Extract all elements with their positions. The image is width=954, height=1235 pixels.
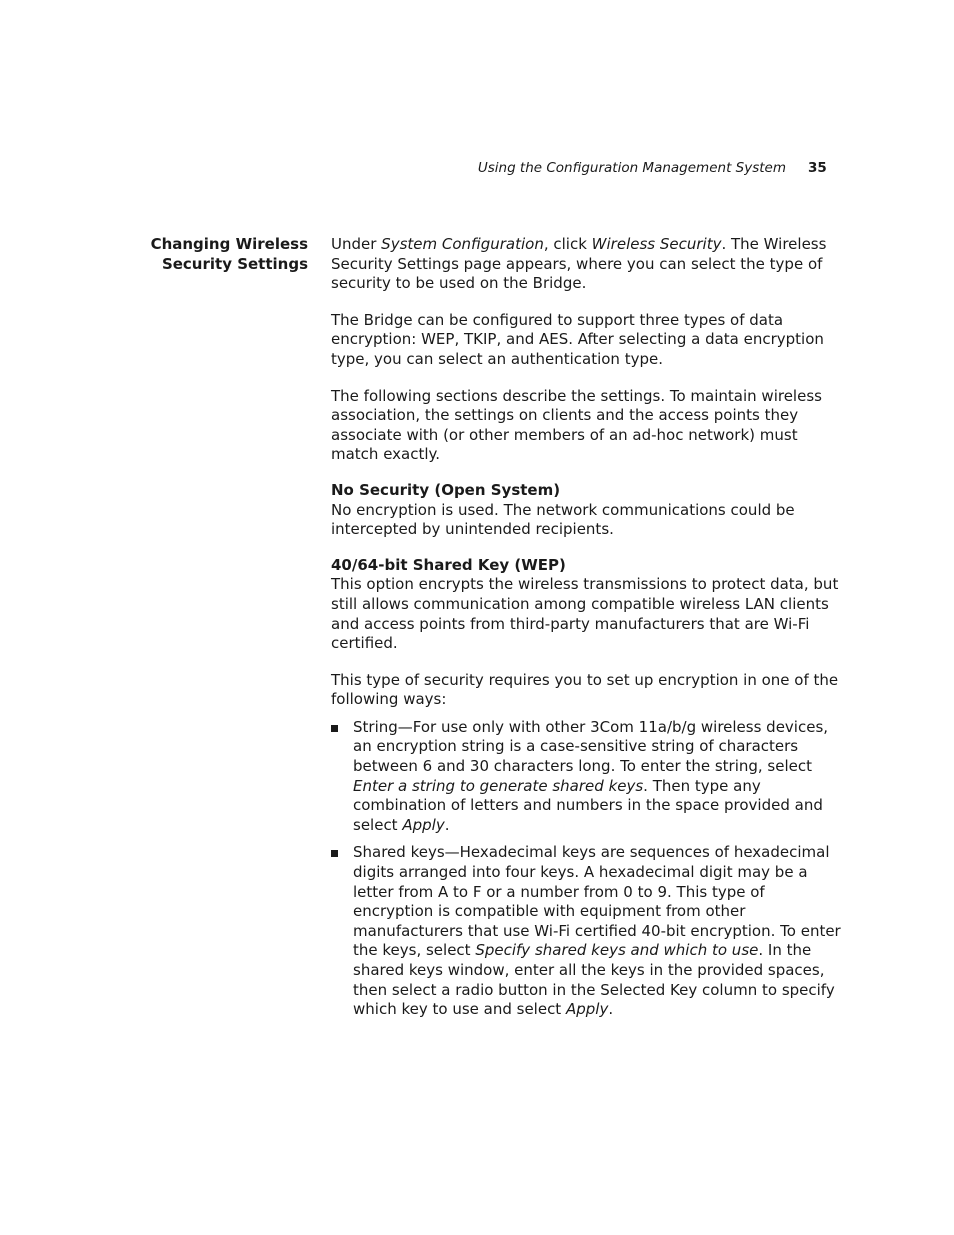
text-run: Shared keys—Hexadecimal keys are sequences of hexadecimal digits arranged into four keys. A hexadecimal digit may be a letter from A to F or a number from 0 to 9. This type of encryption is compatible with equipment from other manufacturers that use Wi-Fi certified 40-bit encryption. To enter the keys, select xyxy=(353,843,841,960)
text-run: , click xyxy=(543,235,592,253)
text-run: . xyxy=(608,1000,614,1019)
text-run: . The Wireless Security Settings page appears, where you can select the type of security to be used on the Bridge. xyxy=(331,235,827,293)
list-item xyxy=(331,718,843,836)
intro-paragraph xyxy=(331,235,843,294)
body-column xyxy=(331,235,843,1028)
running-header-title: Using the Configuration Management System xyxy=(477,160,786,176)
option-reference: Enter a string to generate shared keys xyxy=(353,776,644,795)
page-number: 35 xyxy=(808,160,827,176)
button-reference: Apply xyxy=(402,815,445,834)
wep-paragraph-1: This option encrypts the wireless transmissions to protect data, but still allows communication among compatible wireless LAN clients and access points from third-party manufacturers that are Wi-Fi certified. xyxy=(331,575,839,653)
text-run: . xyxy=(444,815,450,834)
settings-paragraph: The following sections describe the settings. To maintain wireless association, the settings on clients and the access points they associate with (or other members of an ad-hoc network) must match exactly. xyxy=(331,386,822,464)
encryption-types-paragraph: The Bridge can be configured to support three types of data encryption: WEP, TKIP, and AES. After selecting a data encryption type, you can select an authentication type. xyxy=(331,310,824,368)
button-reference: Apply xyxy=(565,1000,609,1019)
text-run: String—For use only with other 3Com 11a/b/g wireless devices, an encryption string is a case-sensitive string of characters between 6 and 30 characters long. To enter the string, select xyxy=(353,717,829,776)
subheading-wep: 40/64-bit Shared Key (WEP) xyxy=(331,555,566,574)
option-reference: Specify shared keys and which to use xyxy=(475,941,759,960)
menu-reference: Wireless Security xyxy=(591,235,722,253)
section-heading-line2: Security Settings xyxy=(161,254,308,273)
square-bullet-icon xyxy=(331,725,338,732)
subheading-no-security: No Security (Open System) xyxy=(331,480,561,499)
text-run: . Then type any combination of letters and numbers in the space provided and select xyxy=(353,776,823,834)
section-heading-line1: Changing Wireless xyxy=(150,235,308,253)
text-run: Under xyxy=(331,235,382,253)
menu-reference: System Configuration xyxy=(381,235,544,253)
square-bullet-icon xyxy=(331,850,338,857)
wep-paragraph-2: This type of security requires you to set up encryption in one of the following ways: xyxy=(331,670,839,709)
no-security-paragraph: No encryption is used. The network communications could be intercepted by unintended recipients. xyxy=(331,500,795,539)
list-item xyxy=(331,843,843,1019)
section-heading xyxy=(150,235,308,274)
text-run: . In the shared keys window, enter all the keys in the provided spaces, then select a radio button in the Selected Key column to specify which key to use and select xyxy=(353,941,835,1019)
